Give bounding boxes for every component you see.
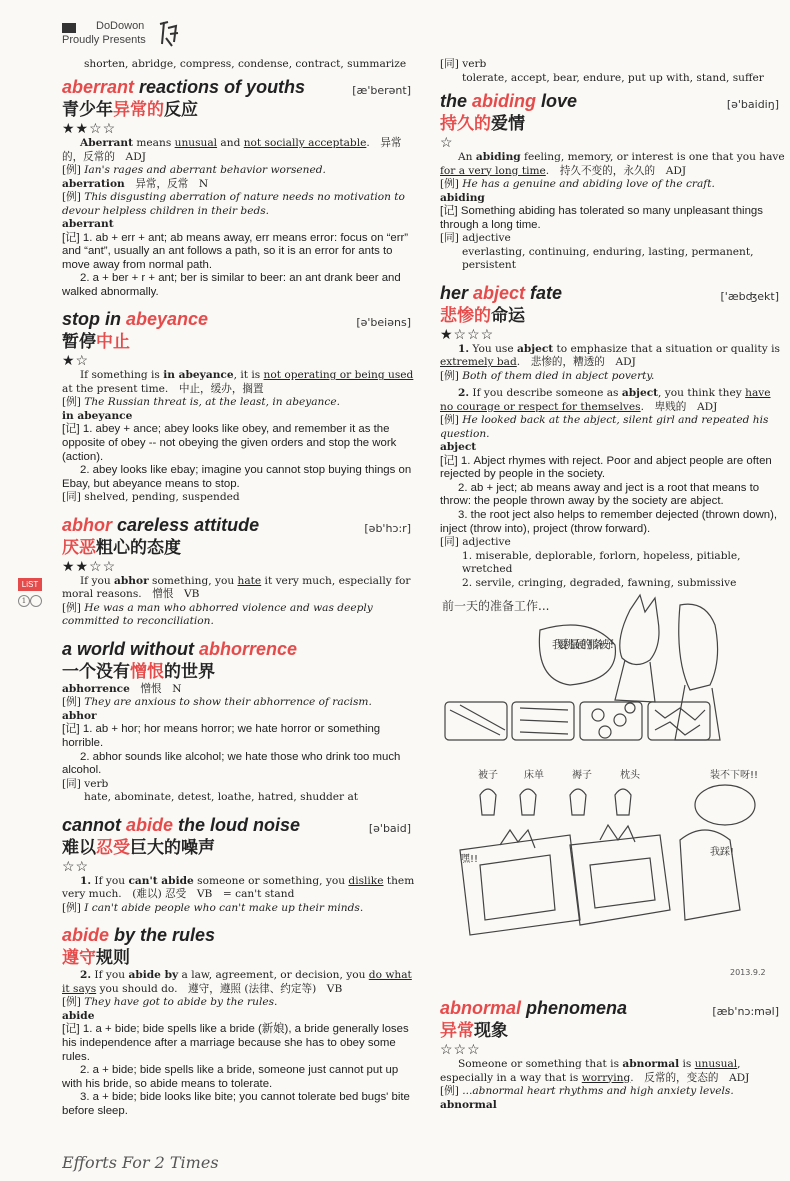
word-label: aberration: [62, 177, 125, 190]
entry-heading: [62, 923, 417, 947]
synonym-line: shorten, abridge, compress, condense, contract, summarize: [84, 58, 407, 70]
example-tag: [例]: [440, 1085, 459, 1097]
example-text: They have got to abide by the rules.: [84, 996, 278, 1009]
def-key: not operating or being used: [263, 369, 414, 382]
difficulty-stars: ☆: [440, 135, 454, 151]
example-tag: [例]: [62, 164, 81, 176]
def-text: you should do. 遵守，遵照 (法律、约定等) VB: [96, 982, 343, 995]
def-key: for a very long time: [440, 164, 546, 177]
def-word: can't abide: [128, 874, 194, 887]
example-tag: [例]: [62, 396, 81, 409]
headword: abide: [62, 925, 110, 946]
heading-rest: by the rules: [109, 925, 216, 946]
example-text: I can't abide people who can't make up their minds.: [84, 901, 364, 914]
heading-text: her: [440, 282, 474, 303]
def-word: abide by: [128, 969, 179, 982]
cn-text: 暂停: [62, 332, 96, 353]
def-text: An: [458, 151, 476, 163]
left-column: [62, 58, 417, 1126]
word-label: aberrant: [62, 218, 114, 230]
memory-note: [记] Something abiding has tolerated so many unpleasant things through a long time.: [440, 205, 763, 231]
example: [62, 902, 417, 916]
synonym-tag: [同] adjective: [440, 536, 511, 549]
example: [62, 396, 417, 410]
comic-label: 枕头: [620, 770, 640, 781]
headword: abide: [126, 814, 174, 835]
def-text: is: [679, 1058, 695, 1070]
synonym-tag: [同] adjective: [440, 232, 511, 245]
def-text: . 持久不变的，永久的 ADJ: [545, 164, 687, 177]
page-header: [62, 20, 202, 50]
list-tab-label: LiST: [18, 578, 42, 591]
cn-highlight: 异常的: [113, 100, 164, 120]
cn-highlight: 忍受: [96, 837, 130, 858]
example-text: This disgusting aberration of nature needs no motivation to devour helpless children in their beds.: [62, 191, 405, 217]
comic-illustration: [440, 590, 780, 980]
def-word: in abeyance: [163, 369, 234, 382]
synonym-tag: [同] verb: [440, 58, 487, 70]
def-word: abnormal: [622, 1058, 680, 1070]
page-footer: [62, 1148, 262, 1174]
definition: [440, 387, 785, 414]
def-key: do what it says: [62, 969, 412, 995]
definition: [62, 369, 417, 396]
footer-text: Efforts For 2 Times: [62, 1153, 219, 1172]
synonym-tag: [同] verb: [62, 777, 109, 790]
example-text: The Russian threat is, at the least, in abeyance.: [84, 396, 340, 409]
phonetic: [ə'baid]: [368, 821, 411, 835]
entry-abiding: [440, 89, 785, 273]
synonyms: 2. servile, cringing, degraded, fawning, submissive: [462, 576, 737, 589]
synonyms: tolerate, accept, bear, endure, put up with, stand, suffer: [462, 71, 764, 84]
chinese-title: [62, 947, 417, 969]
memory-note: 2. a + bide; bide spells like a bride, someone just cannot put up with his bride, so abide means to tolerate.: [62, 1064, 399, 1090]
example: [440, 178, 785, 192]
entry-abeyance: [62, 307, 417, 504]
difficulty-stars: ★☆☆☆: [440, 326, 495, 343]
heading-rest: fate: [525, 282, 563, 303]
def-text: , it is: [233, 369, 264, 382]
entry-aberrant: [62, 75, 417, 299]
def-text: If you: [80, 574, 115, 587]
definition: [62, 875, 417, 902]
entry-heading: [440, 996, 785, 1020]
phonetic: [ə'beiəns]: [356, 316, 411, 330]
memory-note: 2. a + ber + r + ant; ber is similar to beer: an ant drank beer and walked abnormally.: [62, 272, 401, 298]
cn-highlight: 持久的: [440, 114, 491, 134]
cn-highlight: 悲惨的: [440, 305, 491, 326]
def-key: have no courage or respect for themselves: [440, 387, 771, 413]
example-tag: [例]: [440, 178, 459, 190]
cn-text: 的世界: [164, 661, 215, 682]
entry-heading: [62, 307, 417, 331]
entry-abject: [440, 281, 785, 591]
example-tag: [例]: [62, 601, 81, 614]
heading-rest: careless attitude: [112, 514, 260, 535]
cn-text: 规则: [96, 948, 130, 969]
difficulty-stars: ★★☆☆: [62, 558, 117, 575]
def-text: someone or something, you: [193, 874, 349, 887]
example: [440, 370, 785, 384]
def-text: . 悲惨的，糟透的 ADJ: [516, 356, 636, 369]
comic-date: 2013.9.2: [730, 968, 766, 977]
entry-abide-noise: [62, 813, 417, 916]
def-key: unusual: [174, 137, 218, 149]
entry-abhor: [62, 513, 417, 629]
memory-note: [记] 1. ab + err + ant; ab means away, err means error: focus on “err” and “ant”, usually an ant follows a path, so it is an error for ants to move away from normal path.: [62, 231, 409, 271]
example-tag: [例]: [62, 191, 81, 203]
headword: abhor: [62, 514, 113, 535]
def-text: and: [217, 137, 244, 149]
list-tab: [18, 578, 42, 614]
def-text: If you: [91, 969, 129, 982]
def-text: , you think they: [658, 387, 746, 400]
heading-text: cannot: [62, 814, 127, 835]
definition: [440, 1058, 785, 1085]
entry-abide-rules: [62, 923, 417, 1118]
example: [62, 996, 417, 1010]
cn-text: 爱情: [491, 114, 525, 134]
headword: abnormal: [440, 998, 522, 1018]
cn-highlight: 中止: [96, 332, 130, 353]
list-tab-number: 1: [18, 595, 30, 607]
difficulty-stars: ★☆: [62, 353, 90, 370]
phonetic: [æb'nɔ:məl]: [712, 1005, 779, 1018]
def-text: If something is: [80, 369, 164, 382]
signature-logo: [156, 18, 182, 48]
heading-rest: the loud noise: [173, 814, 301, 835]
def-text: means: [133, 137, 175, 149]
synonyms: hate, abominate, detest, loathe, hatred, shudder at: [84, 791, 359, 804]
right-column: [440, 58, 785, 598]
phonetic: [əb'hɔ:r]: [364, 521, 411, 535]
example-tag: [例]: [440, 414, 459, 427]
memory-note: 2. abhor sounds like alcohol; we hate those who drink too much alcohol.: [62, 750, 401, 777]
derived-word: [62, 178, 417, 192]
def-text: feeling, memory, or interest is one that you have: [520, 151, 785, 163]
def-word: abject: [516, 342, 554, 355]
comic-label: 褥子: [572, 770, 592, 781]
chinese-title: [62, 837, 417, 859]
cn-text: 命运: [491, 305, 525, 326]
headword: aberrant: [62, 77, 135, 97]
cn-text: 现象: [474, 1021, 508, 1041]
example: [440, 1085, 785, 1099]
definition: [440, 151, 785, 178]
word-label: abiding: [440, 191, 485, 204]
entry-heading: [62, 813, 417, 837]
headword: abeyance: [126, 309, 209, 330]
def-word: Aberrant: [80, 137, 133, 149]
def-text: it very much, especially for moral reasons. 憎恨 VB: [62, 574, 411, 601]
heading-rest: love: [536, 91, 578, 111]
cn-highlight: 异常: [440, 1021, 474, 1041]
comic-bubble: 装不下呀!!: [710, 770, 759, 781]
entry-heading: [440, 281, 785, 305]
def-number: 1.: [458, 342, 470, 355]
example-text: He looked back at the abject, silent girl and repeated his question.: [440, 414, 769, 440]
def-word: abject: [621, 387, 659, 400]
cn-text: 青少年: [62, 100, 113, 120]
def-number: 1.: [80, 874, 92, 887]
word-label: in abeyance: [62, 409, 133, 422]
memory-note: 3. the root ject also helps to remember dejected (thrown down), inject (throw into), project (throw forward).: [440, 509, 778, 535]
footer-signature: [62, 1148, 262, 1174]
def-number: 2.: [80, 969, 92, 982]
word-label: abnormal: [440, 1098, 497, 1111]
heading-text: stop in: [62, 309, 126, 330]
headword: abiding: [472, 91, 537, 111]
memory-note: 2. abey looks like ebay; imagine you cannot stop buying things on Ebay, but abeyance means to stop.: [62, 464, 412, 490]
difficulty-stars: ★★☆☆: [62, 121, 117, 137]
memory-note: 2. ab + ject; ab means away and ject is a root that means to throw: the people thrown away by the society are abject.: [440, 481, 760, 508]
comic-label: 床单: [524, 770, 544, 781]
memory-note: [记] 1. abey + ance; abey looks like obey, and remember it as the opposite of obey -- not obeying the given orders and stop the work (action).: [62, 423, 397, 463]
comic-bubble: 嘿!!: [460, 854, 479, 865]
def-text: . 卑贱的 ADJ: [640, 400, 718, 413]
example-tag: [例]: [62, 996, 81, 1009]
cn-text: 反应: [164, 100, 198, 120]
word-label: abject: [440, 441, 477, 454]
def-text: If you: [91, 874, 129, 887]
example-text: They are anxious to show their abhorrence of racism.: [84, 696, 372, 709]
memory-note: 3. a + bide; bide looks like bite; you cannot tolerate bed bugs' bite before sleep.: [62, 1091, 410, 1117]
chinese-title: [62, 661, 417, 683]
cn-highlight: 憎恨: [130, 661, 164, 682]
memory-note: [记] 1. ab + hor; hor means horror; we hate horror or something horrible.: [62, 723, 381, 750]
example-text: ...abnormal heart rhythms and high anxiety levels.: [462, 1085, 734, 1097]
def-key: extremely bad: [440, 356, 517, 369]
def-key: worrying: [581, 1071, 631, 1084]
def-text: . 异常的，反常的 ADJ: [62, 137, 402, 163]
heading-text: a world without: [62, 638, 199, 659]
example-text: He has a genuine and abiding love of the craft.: [462, 178, 715, 190]
entry-heading: [62, 513, 417, 537]
brand-name: DoDowon: [96, 20, 145, 32]
def-key: hate: [237, 574, 262, 587]
derived-word: [62, 683, 417, 697]
phonetic: ['æbʤekt]: [720, 289, 779, 303]
definition: [440, 343, 785, 370]
headword: abject: [473, 282, 526, 303]
def-text: them very much. (难以) 忍受 VB = can't stand: [62, 874, 415, 901]
comic-title: 前一天的准备工作...: [442, 599, 550, 613]
def-key: dislike: [348, 874, 384, 887]
entry-heading: [62, 637, 417, 661]
cn-text: 巨大的噪声: [130, 837, 215, 858]
difficulty-stars: ☆☆: [62, 858, 90, 875]
brand-subtitle: Proudly Presents: [62, 34, 146, 46]
word-label: abide: [62, 1009, 95, 1022]
def-text: . 反常的，变态的 ADJ: [630, 1071, 750, 1084]
example-text: Ian's rages and aberrant behavior worsened.: [84, 164, 326, 176]
heading-rest: reactions of youths: [134, 77, 306, 97]
example-text: Both of them died in abject poverty.: [462, 369, 655, 382]
synonyms: [同] shelved, pending, suspended: [62, 491, 240, 504]
cn-highlight: 厌恶: [62, 537, 96, 558]
word-label: abhor: [62, 709, 97, 722]
def-text: to emphasize that a situation or quality is: [553, 342, 780, 355]
definition: [62, 969, 417, 996]
logo-square: [62, 23, 76, 33]
example-tag: [例]: [62, 696, 81, 709]
def-text: If you describe someone as: [469, 387, 622, 400]
example-tag: [例]: [62, 901, 81, 914]
heading-text: the: [440, 91, 473, 111]
synonyms: everlasting, continuing, enduring, lasting, permanent, persistent: [462, 245, 754, 272]
def-text: , especially in a way that is: [440, 1058, 741, 1084]
list-tab-circle: [30, 595, 42, 607]
cn-highlight: 遵守: [62, 948, 96, 969]
example: [440, 414, 785, 441]
entry-heading: [62, 75, 417, 99]
example: [62, 602, 417, 629]
def-text: a law, agreement, or decision, you: [178, 969, 369, 982]
def-text: at the present time. 中止，缓办，搁置: [62, 382, 264, 395]
example: [62, 191, 417, 218]
entry-abnormal: [440, 996, 785, 1112]
comic-bubble: 我踩!: [710, 847, 735, 858]
example: [62, 696, 417, 710]
def-key: unusual: [694, 1058, 738, 1070]
phonetic: [æ'berənt]: [352, 84, 411, 97]
comic-label: 被子: [478, 770, 498, 781]
def-key: not socially acceptable: [243, 137, 367, 149]
def-word: abhor: [114, 574, 149, 587]
example-tag: [例]: [440, 369, 459, 382]
word-gloss: 异常，反常 N: [124, 177, 209, 190]
comic-bubble: 我要挑最硬的那条被子!: [552, 638, 615, 651]
definition: [62, 575, 417, 602]
entry-heading: [440, 89, 785, 113]
word-label: abhorrence: [62, 682, 130, 695]
memory-note: [记] 1. Abject rhymes with reject. Poor and abject people are often rejected by people in the society.: [440, 454, 772, 481]
entry-abhorrence: [62, 637, 417, 805]
phonetic: [ə'baidiŋ]: [726, 98, 779, 111]
example: [62, 164, 417, 178]
cn-text: 粗心的态度: [96, 537, 181, 558]
heading-rest: phenomena: [521, 998, 628, 1018]
difficulty-stars: ☆☆☆: [440, 1042, 481, 1058]
headword: abhorrence: [199, 638, 298, 659]
example-text: He was a man who abhorred violence and was deeply committed to reconciliation.: [62, 601, 373, 628]
definition: [62, 137, 417, 164]
def-number: 2.: [458, 387, 470, 400]
cn-text: 一个没有: [62, 661, 130, 682]
def-text: Someone or something that is: [458, 1058, 623, 1070]
synonyms: 1. miserable, deplorable, forlorn, hopeless, pitiable, wretched: [462, 549, 741, 576]
def-word: abiding: [475, 151, 521, 163]
def-text: something, you: [148, 574, 238, 587]
def-text: You use: [469, 342, 517, 355]
memory-note: [记] 1. a + bide; bide spells like a bride (新娘), a bride generally loses his independence after a marriage because she has to obey some rules.: [62, 1023, 409, 1063]
word-gloss: 憎恨 N: [129, 682, 182, 695]
cn-text: 难以: [62, 837, 96, 858]
